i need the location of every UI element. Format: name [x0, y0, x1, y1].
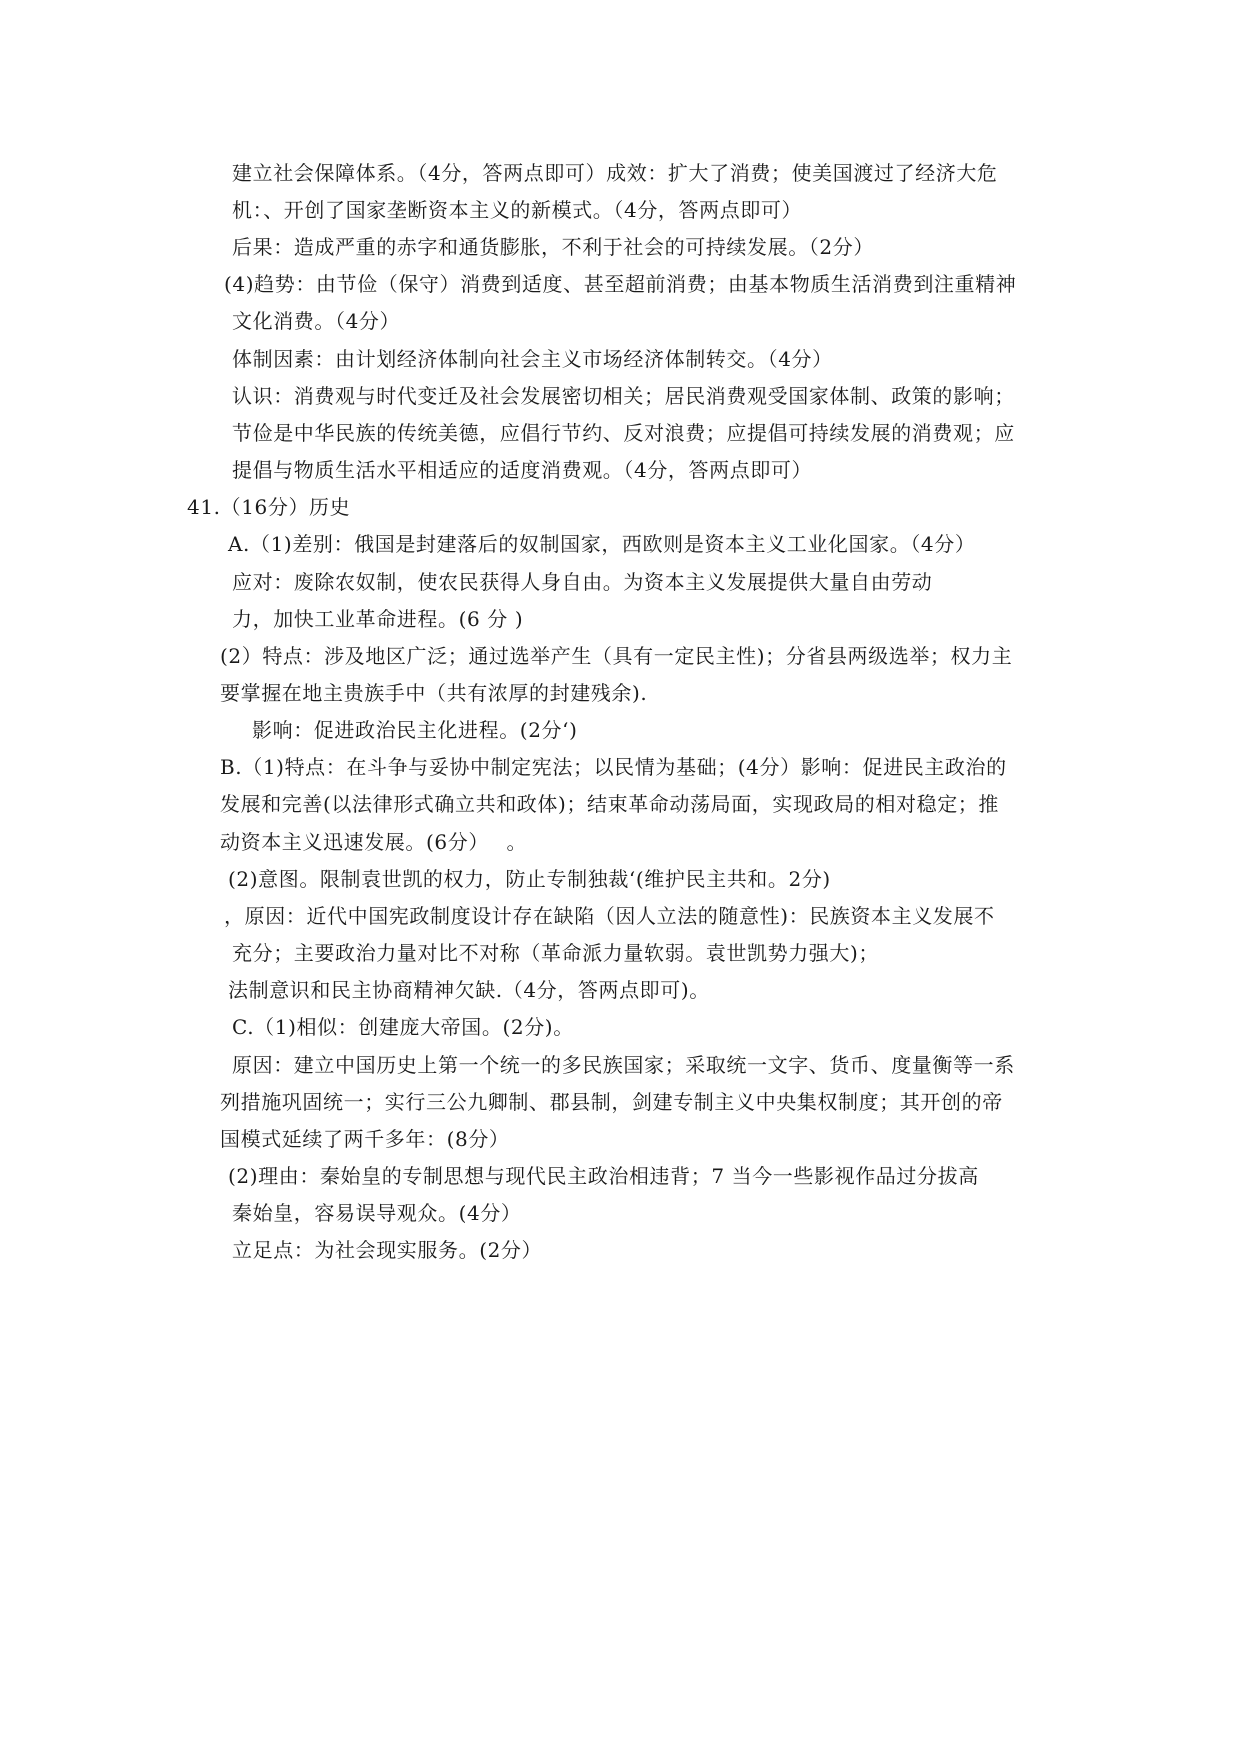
text-line: 立足点：为社会现实服务。(2分）: [232, 1238, 543, 1262]
text-line: 影响：促进政治民主化进程。(2分‘): [252, 718, 578, 742]
text-line: (4)趋势：由节俭（保守）消费到适度、甚至超前消费；由基本物质生活消费到注重精神: [224, 272, 1017, 296]
text-line: 发展和完善(以法律形式确立共和政体)；结束革命动荡局面，实现政局的相对稳定；推: [220, 792, 1000, 816]
text-line: 文化消费。（4分）: [232, 309, 401, 333]
text-line: 法制意识和民主协商精神欠缺.（4分，答两点即可)。: [228, 978, 710, 1002]
text-line: 建立社会保障体系。（4分，答两点即可）成效：扩大了消费；使美国渡过了经济大危: [232, 161, 998, 185]
text-line: 秦始皇，容易误导观众。(4分）: [232, 1201, 522, 1225]
text-line: 后果：造成严重的赤字和通货膨胀，不利于社会的可持续发展。（2分）: [232, 235, 874, 259]
text-line: (2）特点：涉及地区广泛；通过选举产生（具有一定民主性)；分省县两级选举；权力主: [220, 644, 1013, 668]
text-line: 体制因素：由计划经济体制向社会主义市场经济体制转交。（4分）: [232, 347, 833, 371]
text-line: 机：、开创了国家垄断资本主义的新模式。（4分，答两点即可）: [232, 198, 803, 222]
text-line: 充分；主要政治力量对比不对称（革命派力量软弱。袁世凯势力强大)；: [232, 941, 880, 965]
text-line: 列措施巩固统一；实行三公九卿制、郡县制，剑建专制主义中央集权制度；其开创的帝: [220, 1090, 1003, 1114]
text-line: A.（1)差别：俄国是封建落后的奴制国家，西欧则是资本主义工业化国家。（4分）: [228, 532, 976, 556]
text-line: 原因：建立中国历史上第一个统一的多民族国家；采取统一文字、货币、度量衡等一系: [232, 1053, 1015, 1077]
section-heading: 41.（16分）历史: [187, 495, 351, 519]
text-line: 提倡与物质生活水平相适应的适度消费观。（4分，答两点即可）: [232, 458, 813, 482]
text-line: ，原因：近代中国宪政制度设计存在缺陷（因人立法的随意性)：民族资本主义发展不: [224, 904, 995, 928]
text-line: 应对：废除农奴制，使农民获得人身自由。为资本主义发展提供大量自由劳动: [232, 570, 933, 594]
text-line: B.（1)特点：在斗争与妥协中制定宪法；以民情为基础；(4分）影响：促进民主政治的: [220, 755, 1007, 779]
text-line: 认识：消费观与时代变迁及社会发展密切相关；居民消费观受国家体制、政策的影响；: [232, 384, 1015, 408]
text-line: 动资本主义迅速发展。(6分） 。: [220, 830, 528, 854]
text-line: (2)理由：秦始皇的专制思想与现代民主政治相违背；7 当今一些影视作品过分拔高: [228, 1164, 979, 1188]
text-line: 力，加快工业革命进程。(6 分 ): [232, 607, 524, 631]
text-line: 国模式延续了两千多年：(8分）: [220, 1127, 510, 1151]
text-line: C.（1)相似：创建庞大帝国。(2分)。: [232, 1015, 574, 1039]
text-line: 节俭是中华民族的传统美德，应倡行节约、反对浪费；应提倡可持续发展的消费观；应: [232, 421, 1015, 445]
text-line: 要掌握在地主贵族手中（共有浓厚的封建残余).: [220, 681, 648, 705]
text-line: (2)意图。限制袁世凯的权力，防止专制独裁‘(维护民主共和。2分): [228, 867, 831, 891]
